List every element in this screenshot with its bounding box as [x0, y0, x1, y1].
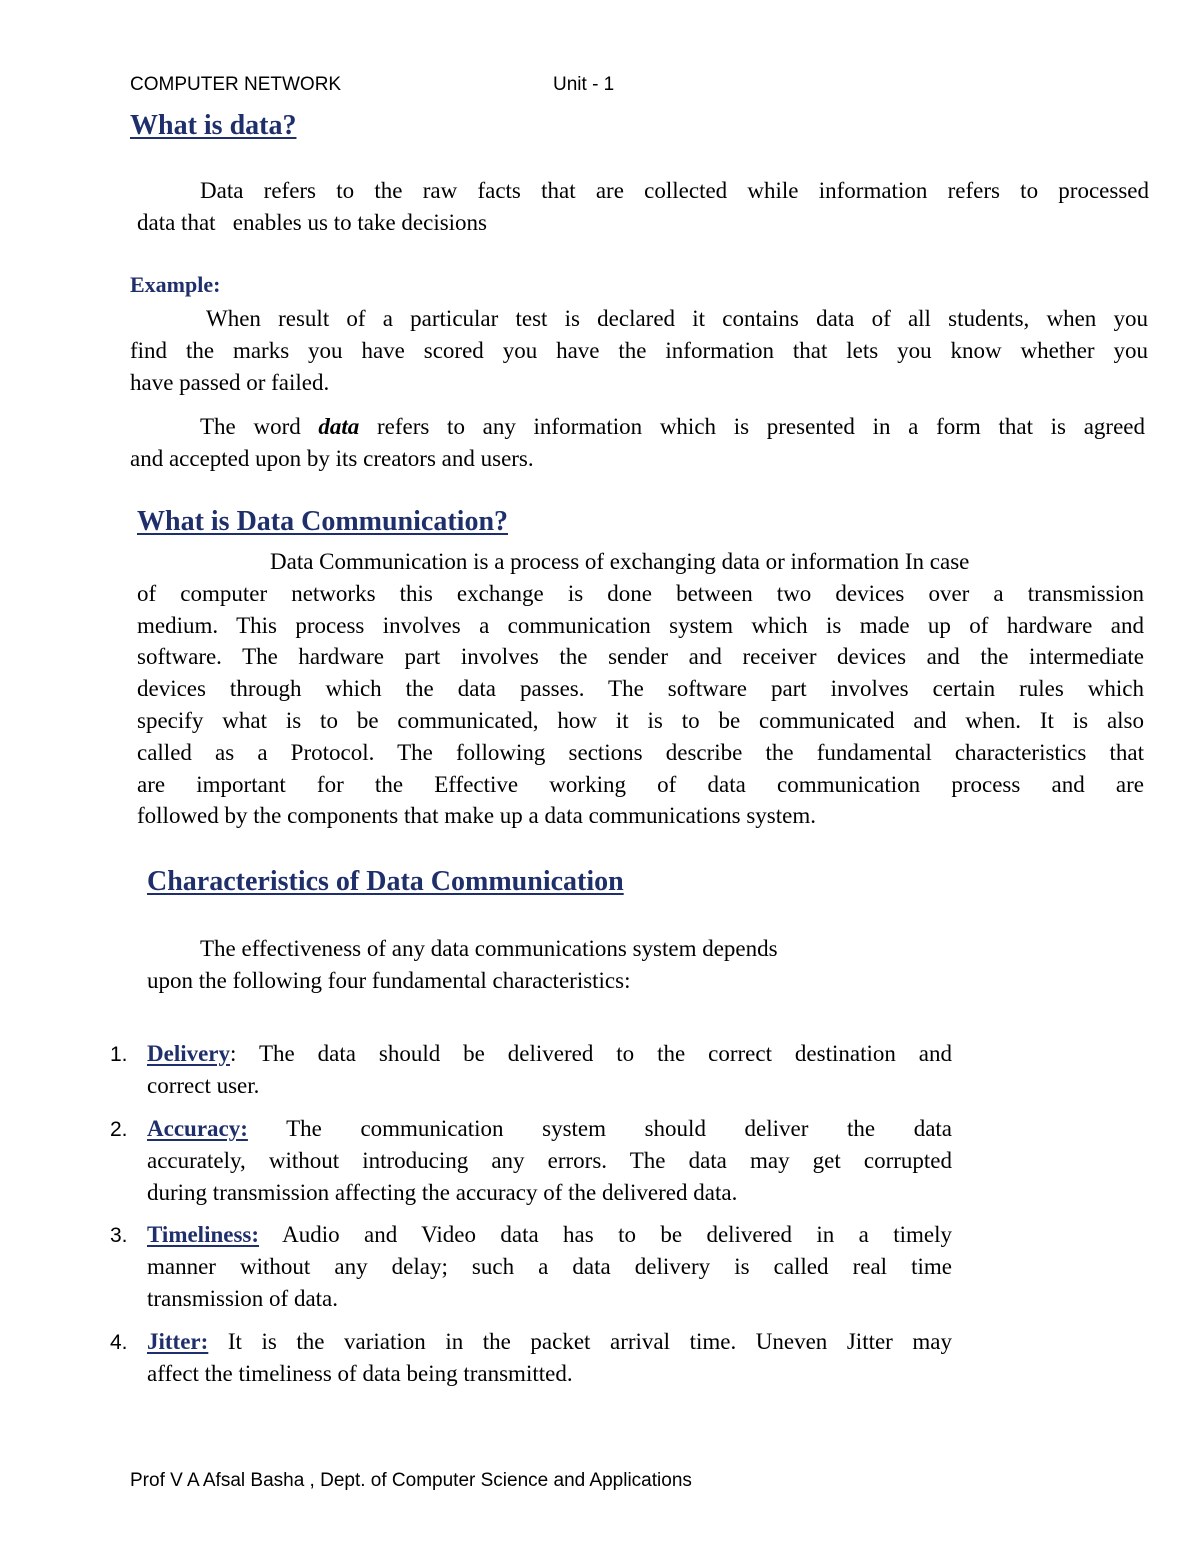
list-item-delivery: [147, 1038, 952, 1102]
term-separator: :: [230, 1041, 259, 1066]
section-title-data-communication: What is Data Communication?: [137, 506, 509, 537]
paragraph-line: [147, 1219, 952, 1251]
paragraph-text: The word: [200, 414, 319, 439]
term-delivery: Delivery: [147, 1041, 231, 1066]
section-title-characteristics: Characteristics of Data Communication: [147, 866, 624, 897]
paragraph-text: The data should be delivered to the correct destination and: [258, 1041, 952, 1066]
header-unit: Unit - 1: [553, 74, 615, 95]
paragraph-line: specify what is to be communicated, how it is to be communicated and when. It is also: [137, 707, 1144, 733]
paragraph-line: devices through which the data passes. The software part involves certain rules which: [137, 676, 1144, 702]
paragraph-line: followed by the components that make up a data communications system.: [137, 803, 816, 829]
emphasis-data: data: [318, 414, 360, 439]
paragraph-line: of computer networks this exchange is done between two devices over a transmission: [137, 580, 1144, 606]
paragraph-text: Audio and Video data has to be delivered in a timely: [282, 1222, 952, 1247]
paragraph-line: manner without any delay; such a data delivery is called real time: [147, 1253, 952, 1279]
paragraph-line: called as a Protocol. The following sections describe the fundamental characteristics that: [137, 739, 1144, 765]
list-item-jitter: [147, 1326, 952, 1390]
term-separator: [208, 1329, 228, 1354]
paragraph-line: The effectiveness of any data communications system depends: [200, 936, 778, 961]
list-item-timeliness: [147, 1219, 952, 1314]
term-separator: [259, 1222, 282, 1247]
paragraph-line: Data refers to the raw facts that are collected while information refers to processed: [200, 178, 1149, 203]
paragraph-line: Data Communication is a process of exchanging data or information In case: [270, 549, 970, 574]
paragraph-line: When result of a particular test is declared it contains data of all students, when you: [206, 306, 1148, 331]
paragraph-line: and accepted upon by its creators and users.: [130, 445, 534, 471]
paragraph-line: data that enables us to take decisions: [137, 209, 488, 235]
term-separator: [248, 1116, 286, 1141]
term-timeliness: Timeliness:: [147, 1222, 260, 1247]
list-number: 4.: [110, 1331, 128, 1354]
paragraph-text: The communication system should deliver the data: [286, 1116, 952, 1141]
paragraph-line: upon the following four fundamental characteristics:: [147, 967, 631, 993]
list-number: 1.: [110, 1043, 128, 1066]
header-subject: COMPUTER NETWORK: [130, 74, 342, 95]
list-item-accuracy: [147, 1113, 952, 1208]
paragraph-text: refers to any information which is presented in a form that is agreed: [359, 414, 1145, 439]
paragraph-line: are important for the Effective working of data communication process and are: [137, 771, 1144, 797]
data-definition-paragraph: [137, 175, 1149, 239]
page-footer: Prof V A Afsal Basha , Dept. of Computer Science and Applications: [130, 1470, 692, 1491]
data-word-paragraph: [130, 411, 1145, 475]
paragraph-line: [130, 411, 1145, 443]
paragraph-line: medium. This process involves a communication system which is made up of hardware and: [137, 612, 1144, 638]
paragraph-line: accurately, without introducing any errors. The data may get corrupted: [147, 1147, 952, 1173]
characteristics-intro: [147, 933, 1047, 997]
paragraph-line: have passed or failed.: [130, 369, 330, 395]
example-paragraph: [130, 303, 1148, 398]
paragraph-line: correct user.: [147, 1072, 260, 1098]
paragraph-line: affect the timeliness of data being transmitted.: [147, 1360, 573, 1386]
paragraph-line: find the marks you have scored you have the information that lets you know whether you: [130, 337, 1148, 363]
example-label: Example:: [130, 272, 221, 297]
data-communication-paragraph: [137, 546, 1144, 832]
list-number: 2.: [110, 1118, 128, 1141]
term-jitter: Jitter:: [147, 1329, 209, 1354]
paragraph-line: [147, 1113, 952, 1145]
paragraph-line: during transmission affecting the accuracy of the delivered data.: [147, 1179, 738, 1205]
paragraph-line: [147, 1038, 952, 1070]
paragraph-text: It is the variation in the packet arrival time. Uneven Jitter may: [227, 1329, 953, 1354]
paragraph-line: software. The hardware part involves the sender and receiver devices and the intermediate: [137, 644, 1144, 670]
list-number: 3.: [110, 1224, 128, 1247]
section-title-what-is-data: What is data?: [130, 110, 297, 141]
paragraph-line: [147, 1326, 952, 1358]
paragraph-line: transmission of data.: [147, 1285, 338, 1311]
term-accuracy: Accuracy:: [147, 1116, 248, 1141]
